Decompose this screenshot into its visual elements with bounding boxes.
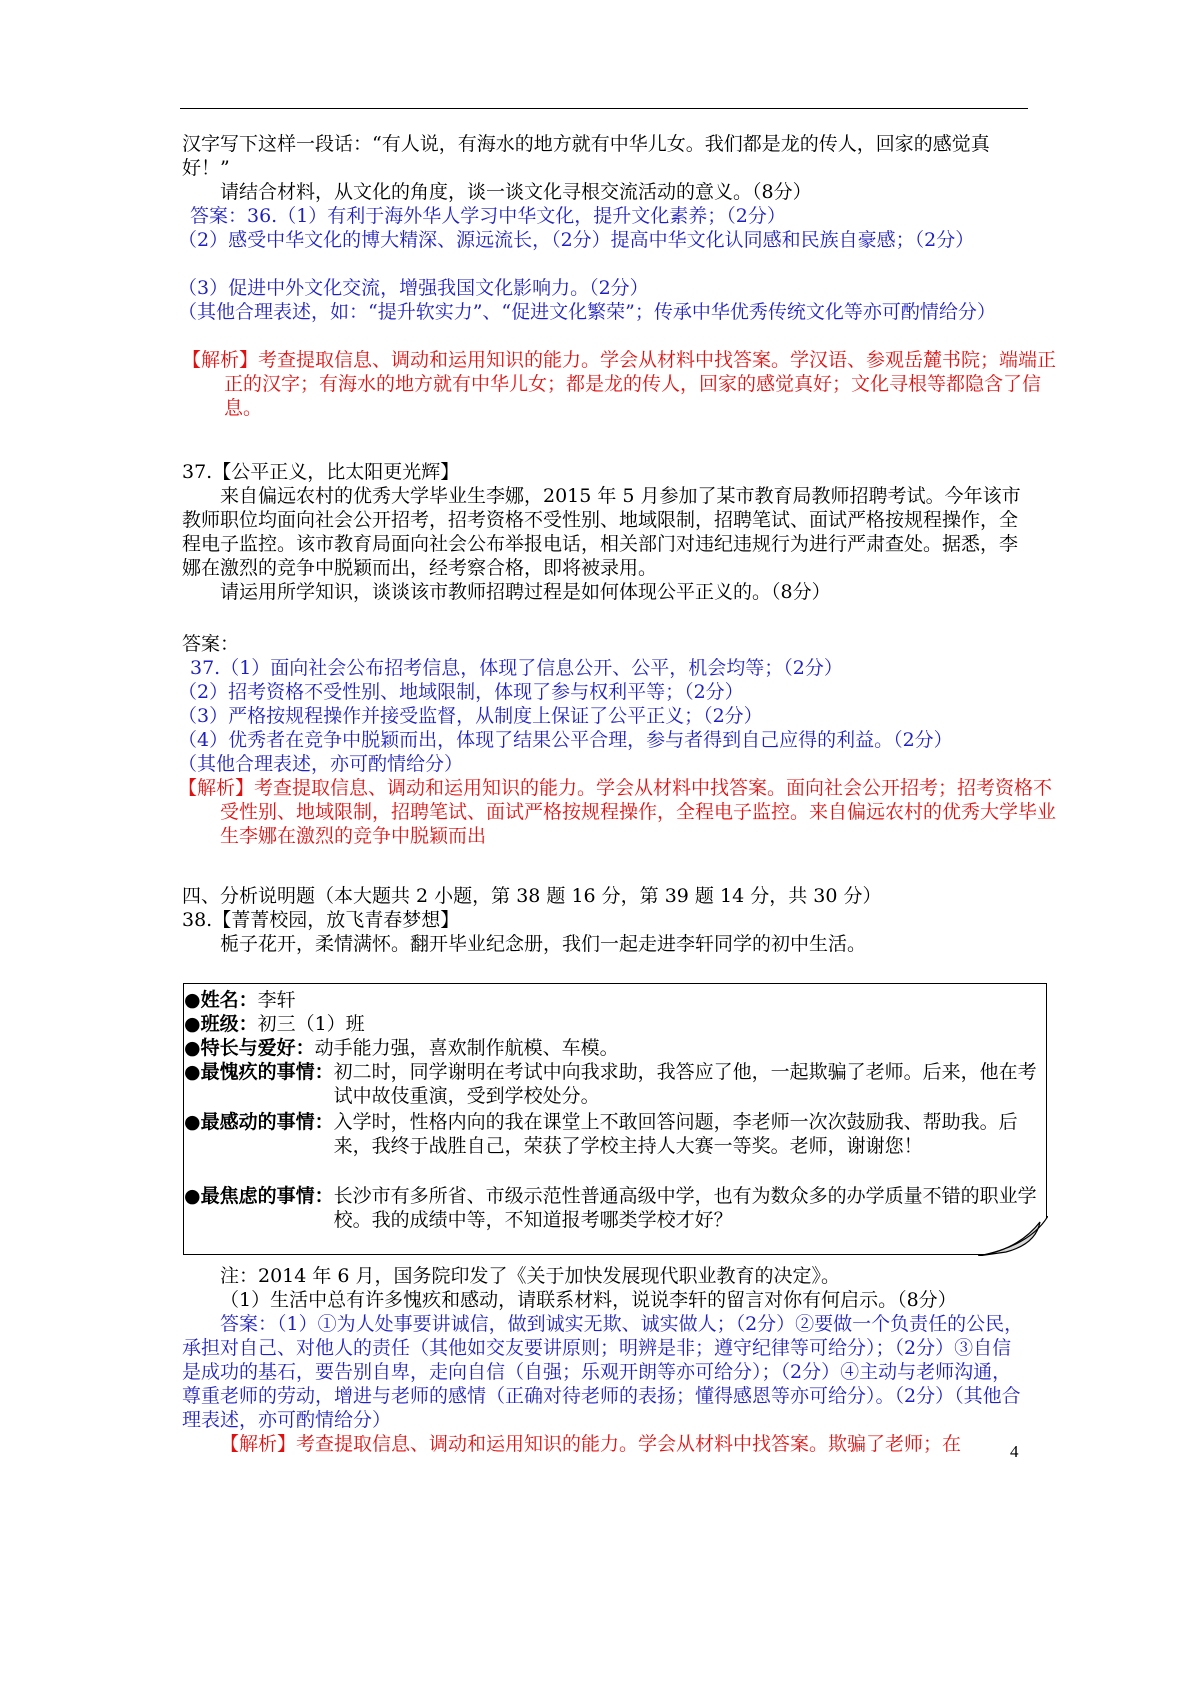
- q38-intro: 栀子花开，柔情满怀。翻开毕业纪念册，我们一起走进李轩同学的初中生活。: [220, 933, 867, 955]
- q38-subquestion-1: （1）生活中总有许多愧疚和感动，请联系材料，说说李轩的留言对你有何启示。（8分）: [220, 1289, 957, 1311]
- q37-answer-3: （3）严格按规程操作并接受监督，从制度上保证了公平正义；（2分）: [178, 705, 763, 727]
- q38-note: 注：2014 年 6 月，国务院印发了《关于加快发展现代职业教育的决定》。: [220, 1265, 841, 1287]
- profile-row-guilt: [184, 1060, 1046, 1108]
- q37-title: 37.【公平正义，比太阳更光辉】: [182, 461, 460, 483]
- q37-answer-5: （其他合理表述，亦可酌情给分）: [178, 753, 464, 775]
- q37-material: 来自偏远农村的优秀大学毕业生李娜，2015 年 5 月参加了某市教育局教师招聘考试。今年该市教师职位均面向社会公开招考，招考资格不受性别、地域限制，招聘笔试、面试严格按规程操作，全程电子监控。该市教育局面向社会公布举报电话，相关部门对违纪违规行为进行严肃查处。据悉，李娜在激烈的竞争中脱颖而出，经考察合格，即将被录用。: [182, 485, 1021, 579]
- profile-value: 初三（1）班: [257, 1013, 365, 1035]
- q36-question: 请结合材料，从文化的角度，谈一谈文化寻根交流活动的意义。（8分）: [220, 181, 812, 203]
- profile-value: 长沙市有多所省、市级示范性普通高级中学，也有为数众多的办学质量不错的职业学校。我的成绩中等，不知道报考哪类学校才好？: [333, 1185, 1037, 1231]
- q36-analysis: 【解析】考查提取信息、调动和运用知识的能力。学会从材料中找答案。学汉语、参观岳麓书院；端端正正的汉字；有海水的地方就有中华儿女；都是龙的传人，回家的感觉真好；文化寻根等都隐含了信息。: [182, 349, 1057, 419]
- profile-row-anxiety: [184, 1184, 1046, 1232]
- q36-answer-4: （其他合理表述，如：“提升软实力”、“促进文化繁荣”；传承中华优秀传统文化等亦可酌情给分）: [178, 301, 996, 323]
- q38-title: 38.【菁菁校园，放飞青春梦想】: [182, 909, 460, 931]
- profile-value: 李轩: [257, 989, 296, 1011]
- profile-key: ●姓名：: [184, 989, 258, 1011]
- q36-answer-3: （3）促进中外文化交流，增强我国文化影响力。（2分）: [178, 277, 649, 299]
- q36-answer-2: （2）感受中华文化的博大精深、源远流长，（2分）提高中华文化认同感和民族自豪感；（2分）: [178, 229, 975, 251]
- header-rule: [180, 108, 1028, 109]
- q37-question: 请运用所学知识，谈谈该市教师招聘过程是如何体现公平正义的。（8分）: [220, 581, 831, 603]
- profile-value: 入学时，性格内向的我在课堂上不敢回答问题，李老师一次次鼓励我、帮助我。后来，我终于战胜自己，荣获了学校主持人大赛一等奖。老师，谢谢您！: [333, 1111, 1018, 1157]
- q37-analysis: 【解析】考查提取信息、调动和运用知识的能力。学会从材料中找答案。面向社会公开招考；招考资格不受性别、地域限制，招聘笔试、面试严格按规程操作，全程电子监控。来自偏远农村的优秀大学毕业生李娜在激烈的竞争中脱颖而出: [178, 777, 1057, 847]
- profile-value: 动手能力强，喜欢制作航模、车模。: [314, 1037, 619, 1059]
- profile-key: ●特长与爱好：: [184, 1037, 315, 1059]
- q37-answer-2: （2）招考资格不受性别、地域限制，体现了参与权利平等；（2分）: [178, 681, 744, 703]
- profile-key: ●最焦虑的事情：: [184, 1185, 334, 1207]
- profile-row-class: [184, 1012, 1046, 1036]
- q37-answer-4: （4）优秀者在竞争中脱颖而出，体现了结果公平合理，参与者得到自己应得的利益。（2分）: [178, 729, 953, 751]
- page-curl-icon: [978, 1216, 1048, 1256]
- profile-row-moved: [184, 1110, 1046, 1158]
- profile-value: 初二时，同学谢明在考试中向我求助，我答应了他，一起欺骗了老师。后来，他在考试中故伎重演，受到学校处分。: [333, 1061, 1037, 1107]
- page-number: 4: [1010, 1442, 1019, 1461]
- section4-heading: 四、分析说明题（本大题共 2 小题，第 38 题 16 分，第 39 题 14 分，共 30 分）: [182, 885, 882, 907]
- profile-row-hobby: [184, 1036, 1046, 1060]
- q38-answer: 答案：（1）①为人处事要讲诚信，做到诚实无欺、诚实做人；（2分）②要做一个负责任的公民，承担对自己、对他人的责任（其他如交友要讲原则；明辨是非；遵守纪律等可给分）；（2分）③自信是成功的基石，要告别自卑，走向自信（自强；乐观开朗等亦可给分）；（2分）④主动与老师沟通，尊重老师的劳动，增进与老师的感情（正确对待老师的表扬；懂得感恩等亦可给分）。（2分）（其他合理表述，亦可酌情给分）: [182, 1313, 1024, 1431]
- profile-key: ●班级：: [184, 1013, 258, 1035]
- profile-row-name: [184, 988, 1046, 1012]
- q36-answer-1: 答案：36.（1）有利于海外华人学习中华文化，提升文化素养；（2分）: [190, 205, 786, 227]
- profile-key: ●最愧疚的事情：: [184, 1061, 334, 1083]
- q36-material-line: 汉字写下这样一段话：“有人说，有海水的地方就有中华儿女。我们都是龙的传人，回家的感觉真好！”: [182, 133, 990, 179]
- q37-answer-label: 答案：: [182, 633, 240, 655]
- profile-card: [183, 983, 1047, 1255]
- q38-analysis: 【解析】考查提取信息、调动和运用知识的能力。学会从材料中找答案。欺骗了老师；在: [220, 1433, 962, 1455]
- profile-key: ●最感动的事情：: [184, 1111, 334, 1133]
- q37-answer-1: 37.（1）面向社会公布招考信息，体现了信息公开、公平，机会均等；（2分）: [190, 657, 843, 679]
